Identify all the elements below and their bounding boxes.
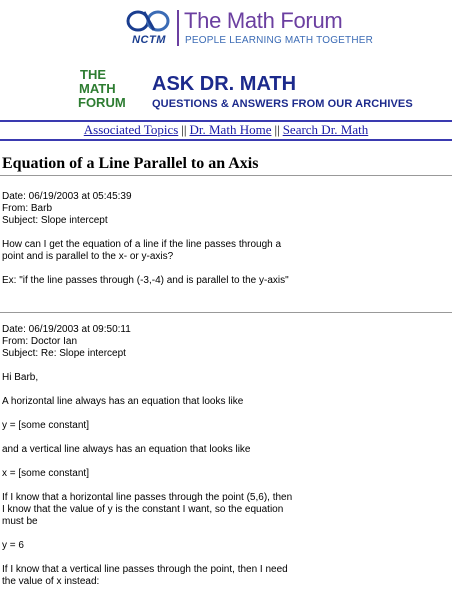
question-message: [2, 191, 442, 287]
answer-paragraph: must be: [2, 516, 38, 527]
page-title: Equation of a Line Parallel to an Axis: [2, 155, 259, 172]
nav-separator: ||: [181, 122, 187, 137]
title-divider: [0, 175, 452, 176]
question-body-line: How can I get the equation of a line if the line passes through a: [2, 239, 282, 250]
logo-line-forum: FORUM: [78, 95, 126, 110]
logo-line-math: MATH: [79, 81, 116, 96]
answer-equation: x = [some constant]: [2, 468, 89, 479]
search-dr-math-link[interactable]: Search Dr. Math: [282, 122, 369, 137]
answer-equation: y = 6: [2, 540, 24, 551]
answer-equation: y = [some constant]: [2, 420, 89, 431]
logo-line-the: THE: [80, 67, 106, 82]
nav-separator: ||: [274, 122, 280, 137]
answer-message: [2, 324, 442, 588]
nav-rule-bottom: [0, 139, 452, 141]
answer-paragraph: If I know that a vertical line passes through the point, then I need: [2, 564, 288, 575]
nctm-label: NCTM: [132, 34, 166, 46]
header-divider: [177, 10, 179, 46]
dr-math-home-link[interactable]: Dr. Math Home: [189, 122, 272, 137]
question-example: Ex: "if the line passes through (-3,-4) and is parallel to the y-axis": [2, 275, 289, 286]
math-forum-logo[interactable]: [78, 68, 140, 110]
message-divider: [0, 312, 452, 313]
ask-dr-math-title[interactable]: ASK DR. MATH: [152, 73, 297, 95]
question-subject: Subject: Slope intercept: [2, 215, 108, 226]
question-date: Date: 06/19/2003 at 05:45:39: [2, 191, 132, 202]
question-body-line: point and is parallel to the x- or y-axis?: [2, 251, 174, 262]
answer-date: Date: 06/19/2003 at 09:50:11: [2, 324, 131, 335]
answer-subject: Subject: Re: Slope intercept: [2, 348, 126, 359]
answer-paragraph: and a vertical line always has an equation that looks like: [2, 444, 251, 455]
math-forum-title[interactable]: The Math Forum: [184, 8, 343, 33]
answer-paragraph: If I know that a horizontal line passes through the point (5,6), then: [2, 492, 293, 503]
associated-topics-link[interactable]: Associated Topics: [83, 122, 179, 137]
answer-greeting: Hi Barb,: [2, 372, 39, 383]
question-from: From: Barb: [2, 203, 53, 214]
top-nav: [0, 121, 452, 139]
answer-from: From: Doctor Ian: [2, 336, 78, 347]
answer-paragraph: the value of x instead:: [2, 576, 100, 587]
answer-paragraph: I know that the value of y is the constant I want, so the equation: [2, 504, 284, 515]
answer-paragraph: A horizontal line always has an equation that looks like: [2, 396, 244, 407]
ask-dr-math-subtitle: QUESTIONS & ANSWERS FROM OUR ARCHIVES: [152, 98, 413, 110]
math-forum-tagline: PEOPLE LEARNING MATH TOGETHER: [185, 35, 374, 46]
